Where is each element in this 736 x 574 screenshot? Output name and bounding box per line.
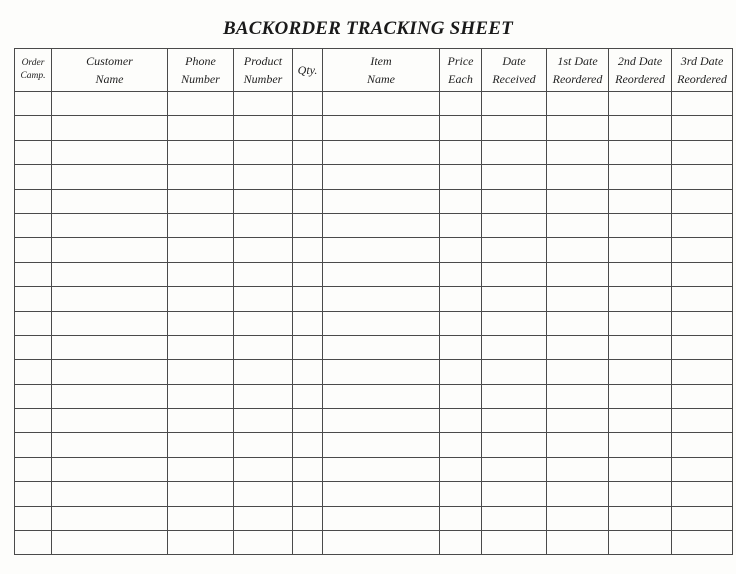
table-cell[interactable] (234, 165, 293, 189)
header-1st-date-line2: Reordered (552, 72, 603, 86)
table-cell[interactable] (293, 457, 323, 481)
table-row (15, 262, 733, 286)
table-row (15, 189, 733, 213)
table-cell[interactable] (15, 189, 52, 213)
table-cell[interactable] (293, 482, 323, 506)
header-price-each-line1: Price (447, 54, 474, 68)
table-cell[interactable] (323, 116, 440, 140)
table-cell[interactable] (482, 360, 547, 384)
table-row (15, 311, 733, 335)
table-cell[interactable] (609, 165, 672, 189)
table-cell[interactable] (15, 116, 52, 140)
table-cell[interactable] (609, 213, 672, 237)
table-row (15, 384, 733, 408)
table-cell[interactable] (293, 433, 323, 457)
table-cell[interactable] (482, 287, 547, 311)
table-cell[interactable] (293, 409, 323, 433)
table-cell[interactable] (52, 189, 168, 213)
table-cell[interactable] (440, 140, 482, 164)
table-cell[interactable] (168, 531, 234, 555)
table-cell[interactable] (672, 335, 733, 359)
table-cell[interactable] (15, 262, 52, 286)
header-phone-number-line2: Number (181, 72, 220, 86)
table-cell[interactable] (672, 433, 733, 457)
table-cell[interactable] (323, 165, 440, 189)
table-cell[interactable] (440, 262, 482, 286)
table-cell[interactable] (52, 482, 168, 506)
table-cell[interactable] (234, 360, 293, 384)
table-cell[interactable] (609, 262, 672, 286)
table-cell[interactable] (323, 140, 440, 164)
table-cell[interactable] (440, 116, 482, 140)
table-cell[interactable] (15, 457, 52, 481)
table-cell[interactable] (234, 506, 293, 530)
table-cell[interactable] (482, 482, 547, 506)
table-cell[interactable] (323, 92, 440, 116)
header-customer-name-line1: Customer (86, 54, 133, 68)
table-cell[interactable] (52, 457, 168, 481)
table-cell[interactable] (168, 506, 234, 530)
table-cell[interactable] (609, 531, 672, 555)
header-1st-date-reordered (547, 49, 609, 92)
table-cell[interactable] (52, 238, 168, 262)
table-cell[interactable] (323, 360, 440, 384)
header-1st-date-line1: 1st Date (557, 54, 598, 68)
header-order-camp (15, 49, 52, 92)
table-row (15, 165, 733, 189)
table-cell[interactable] (482, 433, 547, 457)
table-cell[interactable] (168, 287, 234, 311)
table-cell[interactable] (234, 238, 293, 262)
table-cell[interactable] (672, 457, 733, 481)
table-cell[interactable] (672, 482, 733, 506)
table-cell[interactable] (15, 506, 52, 530)
table-cell[interactable] (609, 384, 672, 408)
table-cell[interactable] (672, 189, 733, 213)
table-cell[interactable] (293, 213, 323, 237)
table-cell[interactable] (547, 457, 609, 481)
table-cell[interactable] (234, 531, 293, 555)
table-cell[interactable] (52, 335, 168, 359)
table-cell[interactable] (547, 384, 609, 408)
table-cell[interactable] (672, 213, 733, 237)
table-cell[interactable] (323, 433, 440, 457)
table-cell[interactable] (293, 506, 323, 530)
table-cell[interactable] (672, 140, 733, 164)
table-cell[interactable] (547, 116, 609, 140)
table-cell[interactable] (15, 335, 52, 359)
table-cell[interactable] (293, 384, 323, 408)
header-2nd-date-line2: Reordered (615, 72, 665, 86)
header-item-name (323, 49, 440, 92)
header-qty-line1: Qty. (297, 63, 318, 77)
table-cell[interactable] (15, 531, 52, 555)
table-cell[interactable] (234, 213, 293, 237)
table-cell[interactable] (672, 92, 733, 116)
header-price-each-line2: Each (448, 72, 473, 86)
table-cell[interactable] (323, 384, 440, 408)
table-cell[interactable] (482, 457, 547, 481)
table-cell[interactable] (168, 311, 234, 335)
table-cell[interactable] (547, 140, 609, 164)
table-cell[interactable] (15, 360, 52, 384)
table-cell[interactable] (609, 457, 672, 481)
table-cell[interactable] (323, 531, 440, 555)
table-cell[interactable] (15, 409, 52, 433)
table-cell[interactable] (323, 311, 440, 335)
table-cell[interactable] (15, 384, 52, 408)
table-cell[interactable] (293, 189, 323, 213)
table-cell[interactable] (52, 213, 168, 237)
table-cell[interactable] (482, 335, 547, 359)
table-row (15, 409, 733, 433)
table-cell[interactable] (609, 506, 672, 530)
table-cell[interactable] (482, 116, 547, 140)
table-cell[interactable] (168, 433, 234, 457)
table-cell[interactable] (293, 238, 323, 262)
table-cell[interactable] (52, 287, 168, 311)
table-cell[interactable] (15, 287, 52, 311)
header-date-received-line1: Date (502, 54, 526, 68)
table-cell[interactable] (234, 384, 293, 408)
table-cell[interactable] (293, 140, 323, 164)
table-cell[interactable] (15, 482, 52, 506)
table-cell[interactable] (293, 531, 323, 555)
table-cell[interactable] (168, 335, 234, 359)
table-cell[interactable] (440, 531, 482, 555)
table-cell[interactable] (440, 360, 482, 384)
header-2nd-date-reordered (609, 49, 672, 92)
table-cell[interactable] (52, 92, 168, 116)
table-cell[interactable] (168, 409, 234, 433)
table-cell[interactable] (52, 116, 168, 140)
table-cell[interactable] (293, 311, 323, 335)
table-cell[interactable] (293, 360, 323, 384)
table-cell[interactable] (440, 482, 482, 506)
table-cell[interactable] (168, 165, 234, 189)
table-cell[interactable] (672, 360, 733, 384)
table-cell[interactable] (15, 92, 52, 116)
table-cell[interactable] (672, 116, 733, 140)
table-cell[interactable] (15, 213, 52, 237)
table-row (15, 506, 733, 530)
table-cell[interactable] (168, 482, 234, 506)
table-cell[interactable] (323, 238, 440, 262)
table-cell[interactable] (52, 140, 168, 164)
table-cell[interactable] (234, 287, 293, 311)
table-cell[interactable] (547, 409, 609, 433)
table-cell[interactable] (234, 457, 293, 481)
header-item-name-line1: Item (370, 54, 392, 68)
table-cell[interactable] (672, 165, 733, 189)
table-cell[interactable] (15, 165, 52, 189)
table-cell[interactable] (234, 189, 293, 213)
table-cell[interactable] (672, 409, 733, 433)
table-cell[interactable] (168, 92, 234, 116)
table-cell[interactable] (547, 360, 609, 384)
table-cell[interactable] (609, 482, 672, 506)
table-cell[interactable] (293, 165, 323, 189)
table-cell[interactable] (609, 92, 672, 116)
table-cell[interactable] (609, 116, 672, 140)
table-cell[interactable] (234, 140, 293, 164)
table-cell[interactable] (168, 457, 234, 481)
header-price-each (440, 49, 482, 92)
table-cell[interactable] (323, 189, 440, 213)
backorder-table (14, 48, 733, 555)
table-cell[interactable] (609, 409, 672, 433)
table-cell[interactable] (609, 335, 672, 359)
table-cell[interactable] (440, 92, 482, 116)
table-cell[interactable] (323, 457, 440, 481)
table-cell[interactable] (547, 531, 609, 555)
table-cell[interactable] (547, 506, 609, 530)
table-cell[interactable] (52, 384, 168, 408)
table-cell[interactable] (323, 262, 440, 286)
table-cell[interactable] (482, 409, 547, 433)
table-cell[interactable] (547, 262, 609, 286)
table-cell[interactable] (440, 409, 482, 433)
table-cell[interactable] (293, 287, 323, 311)
table-cell[interactable] (323, 335, 440, 359)
table-cell[interactable] (547, 287, 609, 311)
header-date-received-line2: Received (492, 72, 536, 86)
header-customer-name-line2: Name (95, 72, 124, 86)
table-row (15, 360, 733, 384)
table-cell[interactable] (482, 238, 547, 262)
table-cell[interactable] (609, 360, 672, 384)
table-cell[interactable] (323, 287, 440, 311)
table-cell[interactable] (323, 409, 440, 433)
table-cell[interactable] (323, 506, 440, 530)
table-cell[interactable] (293, 335, 323, 359)
header-qty (293, 49, 323, 92)
table-body (15, 92, 733, 555)
table-cell[interactable] (234, 409, 293, 433)
table-row (15, 287, 733, 311)
table-cell[interactable] (52, 409, 168, 433)
table-cell[interactable] (672, 262, 733, 286)
header-product-number-line1: Product (243, 54, 283, 68)
table-cell[interactable] (168, 262, 234, 286)
header-item-name-line2: Name (367, 72, 395, 86)
table-cell[interactable] (440, 165, 482, 189)
sheet-title: BACKORDER TRACKING SHEET (223, 18, 513, 39)
table-cell[interactable] (440, 457, 482, 481)
table-cell[interactable] (482, 189, 547, 213)
table-cell[interactable] (482, 531, 547, 555)
table-cell[interactable] (168, 189, 234, 213)
table-cell[interactable] (234, 311, 293, 335)
table-cell[interactable] (52, 165, 168, 189)
table-cell[interactable] (168, 238, 234, 262)
table-cell[interactable] (15, 433, 52, 457)
table-row (15, 213, 733, 237)
table-row (15, 457, 733, 481)
table-cell[interactable] (440, 384, 482, 408)
table-cell[interactable] (482, 165, 547, 189)
header-row (15, 49, 733, 92)
table-cell[interactable] (234, 482, 293, 506)
table-cell[interactable] (547, 92, 609, 116)
table-cell[interactable] (609, 311, 672, 335)
table-cell[interactable] (672, 531, 733, 555)
table-cell[interactable] (323, 482, 440, 506)
table-cell[interactable] (440, 311, 482, 335)
header-3rd-date-reordered (672, 49, 733, 92)
table-cell[interactable] (672, 287, 733, 311)
header-3rd-date-line1: 3rd Date (680, 54, 724, 68)
table-cell[interactable] (547, 165, 609, 189)
table-cell[interactable] (609, 189, 672, 213)
table-cell[interactable] (672, 238, 733, 262)
table-row (15, 335, 733, 359)
table-row (15, 92, 733, 116)
table-cell[interactable] (52, 262, 168, 286)
table-cell[interactable] (672, 384, 733, 408)
table-row (15, 238, 733, 262)
header-3rd-date-line2: Reordered (677, 72, 727, 86)
table-cell[interactable] (440, 335, 482, 359)
table-cell[interactable] (52, 360, 168, 384)
table-cell[interactable] (482, 506, 547, 530)
table-cell[interactable] (440, 506, 482, 530)
table-cell[interactable] (609, 287, 672, 311)
table-cell[interactable] (234, 92, 293, 116)
header-phone-number (168, 49, 234, 92)
header-customer-name (52, 49, 168, 92)
header-2nd-date-line1: 2nd Date (617, 54, 663, 68)
header-phone-number-line1: Phone (185, 54, 216, 68)
table-cell[interactable] (234, 116, 293, 140)
header-order-camp-line1: Order (21, 58, 45, 68)
table-row (15, 433, 733, 457)
table-cell[interactable] (547, 311, 609, 335)
table-cell[interactable] (482, 213, 547, 237)
table-cell[interactable] (52, 311, 168, 335)
table-cell[interactable] (482, 262, 547, 286)
table-cell[interactable] (323, 213, 440, 237)
table-cell[interactable] (234, 335, 293, 359)
table-cell[interactable] (547, 335, 609, 359)
table-cell[interactable] (609, 433, 672, 457)
table-cell[interactable] (52, 433, 168, 457)
table-cell[interactable] (482, 311, 547, 335)
table-cell[interactable] (609, 140, 672, 164)
table-cell[interactable] (547, 238, 609, 262)
table-cell[interactable] (482, 384, 547, 408)
table-cell[interactable] (168, 140, 234, 164)
table-cell[interactable] (547, 482, 609, 506)
table-cell[interactable] (52, 506, 168, 530)
table-cell[interactable] (234, 433, 293, 457)
table-row (15, 140, 733, 164)
header-product-number-line2: Number (243, 72, 283, 86)
table-cell[interactable] (293, 116, 323, 140)
table-cell[interactable] (168, 384, 234, 408)
table-cell[interactable] (168, 116, 234, 140)
table-cell[interactable] (440, 213, 482, 237)
table-cell[interactable] (15, 238, 52, 262)
table-cell[interactable] (547, 433, 609, 457)
header-date-received (482, 49, 547, 92)
table-row (15, 116, 733, 140)
table-cell[interactable] (440, 189, 482, 213)
table-cell[interactable] (440, 433, 482, 457)
table-cell[interactable] (609, 238, 672, 262)
table-cell[interactable] (168, 360, 234, 384)
table-cell[interactable] (440, 238, 482, 262)
table-cell[interactable] (293, 92, 323, 116)
table-cell[interactable] (168, 213, 234, 237)
table-cell[interactable] (15, 311, 52, 335)
table-cell[interactable] (293, 262, 323, 286)
header-product-number (234, 49, 293, 92)
table-cell[interactable] (52, 531, 168, 555)
table-cell[interactable] (672, 311, 733, 335)
table-cell[interactable] (672, 506, 733, 530)
table-cell[interactable] (15, 140, 52, 164)
header-order-camp-line2: Camp. (20, 71, 46, 81)
table-cell[interactable] (440, 287, 482, 311)
table-cell[interactable] (482, 92, 547, 116)
table-cell[interactable] (234, 262, 293, 286)
table-row (15, 531, 733, 555)
table-row (15, 482, 733, 506)
table-cell[interactable] (482, 140, 547, 164)
table-cell[interactable] (547, 189, 609, 213)
table-cell[interactable] (547, 213, 609, 237)
